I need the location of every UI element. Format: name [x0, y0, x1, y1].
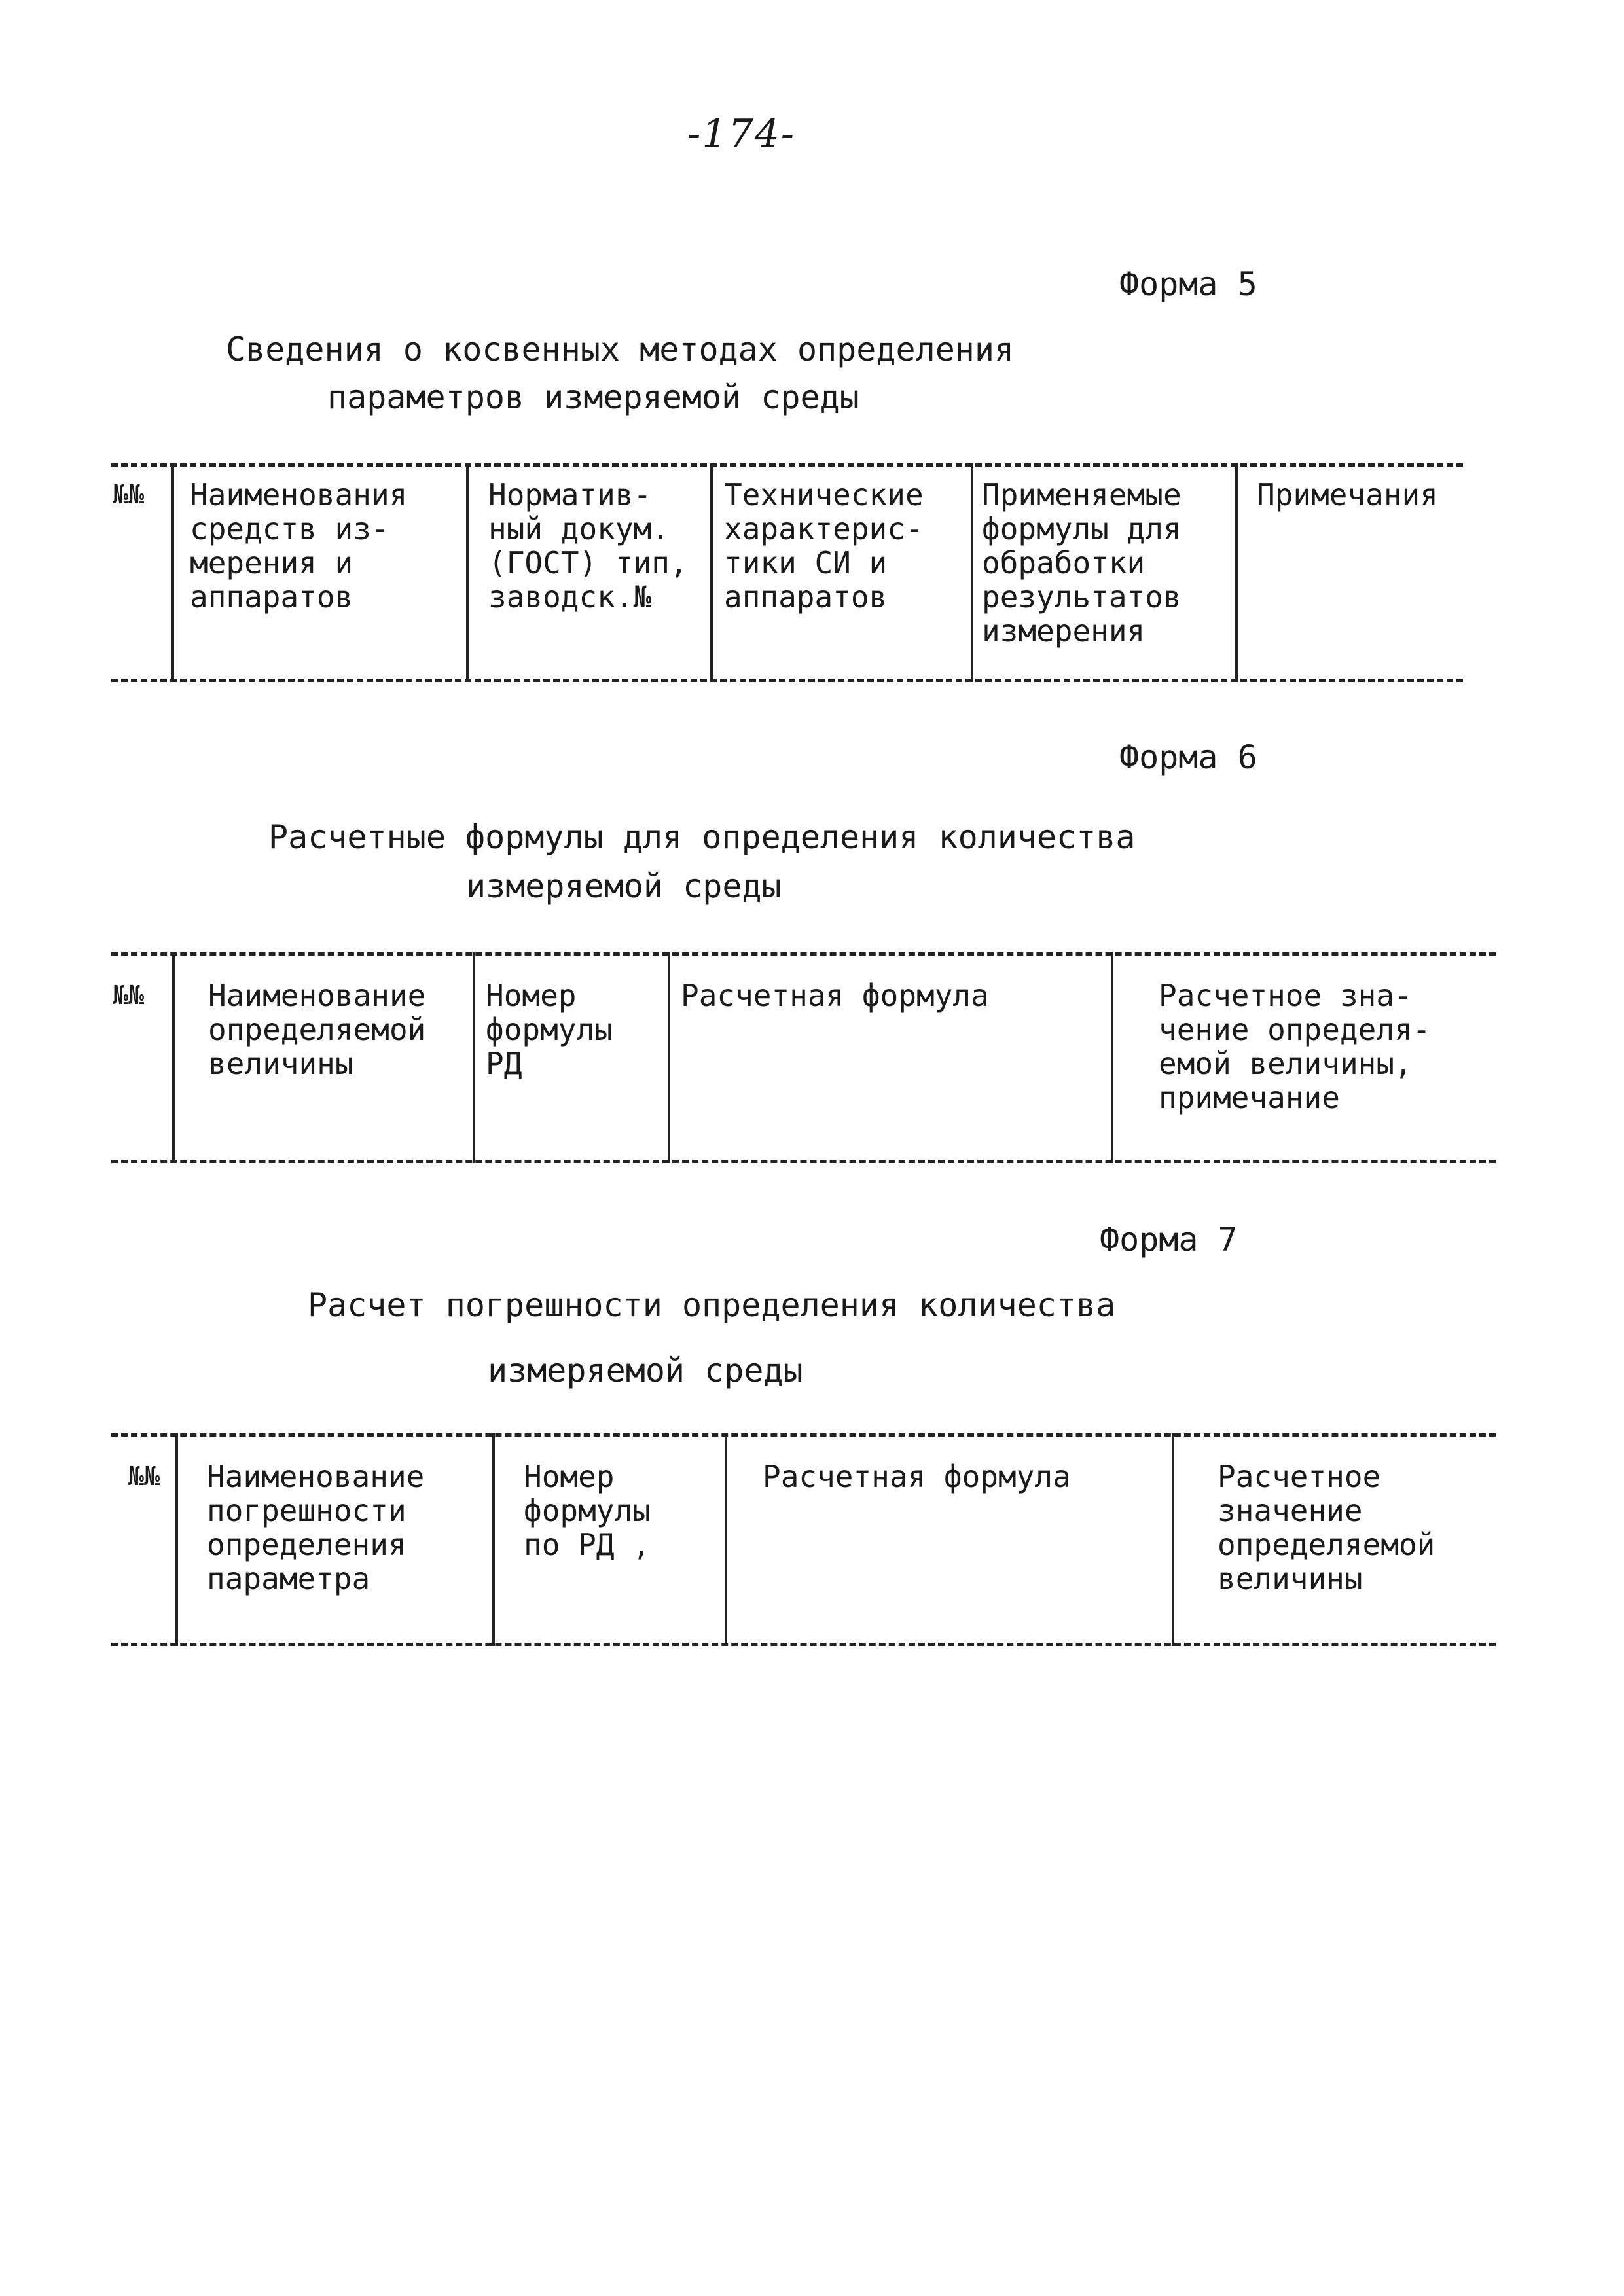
column-divider: [466, 463, 469, 682]
column-header-normative-document: Норматив- ный докум. (ГОСТ) тип, заводск.№: [488, 477, 688, 615]
column-header-number: №№: [113, 480, 145, 510]
form-label: Форма 5: [1119, 265, 1257, 303]
column-divider: [710, 463, 713, 682]
form-title: параметров измеряемой среды: [327, 378, 859, 416]
column-divider: [725, 1433, 727, 1646]
column-header-formula-number: Номер формулы РД: [486, 978, 613, 1081]
form-label: Форма 6: [1119, 738, 1257, 776]
form-title: Сведения о косвенных методах определения: [226, 331, 1015, 368]
column-divider: [1235, 463, 1238, 682]
column-header-error-name: Наименование погрешности определения параметра: [207, 1459, 425, 1596]
form-title: измеряемой среды: [488, 1352, 803, 1390]
column-header-calculated-value: Расчетное значение определяемой величины: [1218, 1459, 1435, 1596]
page-number: -174-: [687, 111, 796, 157]
column-divider: [473, 952, 475, 1163]
table-top-rule: [111, 1433, 1496, 1437]
form-label: Форма 7: [1100, 1221, 1238, 1259]
column-divider: [668, 952, 670, 1163]
form-title: Расчетные формулы для определения количества: [268, 818, 1136, 856]
table-bottom-rule: [111, 679, 1463, 682]
table-bottom-rule: [111, 1160, 1496, 1163]
table-top-rule: [111, 463, 1463, 467]
column-header-number: №№: [128, 1462, 160, 1492]
column-header-formulas: Применяемые формулы для обработки результатов измерения: [982, 477, 1182, 649]
column-header-calculated-value: Расчетное зна- чение определя- емой величины, примечание: [1159, 978, 1431, 1115]
form-title: измеряемой среды: [466, 867, 782, 905]
column-divider: [172, 952, 175, 1163]
column-header-quantity-name: Наименование определяемой величины: [208, 978, 426, 1081]
column-divider: [492, 1433, 495, 1646]
column-divider: [1172, 1433, 1174, 1646]
column-header-notes: Примечания: [1257, 477, 1438, 512]
column-header-technical-characteristics: Технические характерис- тики СИ и аппаратов: [724, 477, 924, 615]
column-header-calculation-formula: Расчетная формула: [763, 1459, 1071, 1494]
table-top-rule: [111, 952, 1496, 956]
column-header-formula-number: Номер формулы по РД ,: [524, 1459, 651, 1562]
column-divider: [1111, 952, 1113, 1163]
column-divider: [171, 463, 174, 682]
column-header-calculation-formula: Расчетная формула: [681, 978, 989, 1013]
column-header-number: №№: [113, 980, 145, 1011]
form-title: Расчет погрешности определения количества: [308, 1286, 1116, 1324]
column-divider: [971, 463, 973, 682]
column-header-instruments: Наименования средств из- мерения и аппаратов: [190, 477, 408, 615]
table-bottom-rule: [111, 1643, 1496, 1646]
column-divider: [175, 1433, 178, 1646]
